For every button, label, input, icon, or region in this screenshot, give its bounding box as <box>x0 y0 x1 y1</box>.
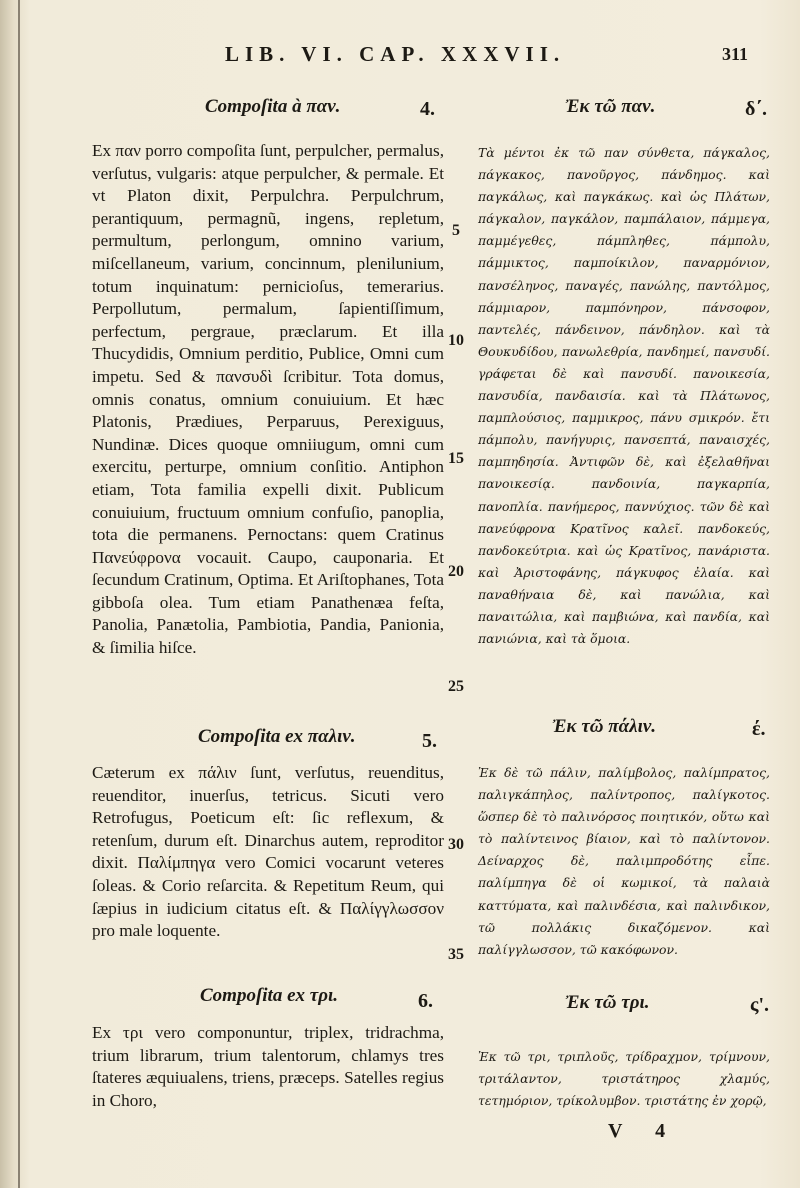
section-6-greek-text: Ἐκ τῶ τρι, τριπλοῦς, τρίδραχμον, τρίμνουν, τριτάλαντον, τριστάτηρος χλαμύς, τετημόριον, τρίκολυμβον. τριστάτης ἐν χορῷ, <box>478 1049 770 1109</box>
section-5-latin-number: 5. <box>422 730 437 752</box>
section-5-latin-heading: Compoſita ex παλιν. <box>198 726 356 747</box>
section-4-greek-number: δ΄. <box>745 98 768 120</box>
section-4-latin-number: 4. <box>420 98 435 120</box>
section-6-latin-heading: Compoſita ex τρι. <box>200 985 339 1006</box>
binding-edge <box>18 0 20 1188</box>
line-number-15: 15 <box>448 450 464 467</box>
section-5-greek-text: Ἐκ δὲ τῶ πάλιν, παλίμβολος, παλίμπρατος, παλιγκάπηλος, παλίντροπος, παλίγκοτος. ὥσπερ δὲ τὸ παλινόρσος ποιητικόν, οὕτω καὶ τὸ παλίντεινος βίαιον, καὶ τὸ παλίντονον. Δείναρχος δὲ, παλιμπροδότης εἶπε. παλίμπηγα δὲ οἱ κωμικοί, τὰ παλαιὰ καττύματα, καὶ παλινδέσια, καὶ παλινδικον, τῶ πολλάκις δικαζόμενον. καὶ παλίγγλωσσον, τῶ κακόφωνον. <box>478 765 770 957</box>
section-6-greek-heading: Ἐκ τῶ τρι. <box>565 992 650 1013</box>
signature-mark: V 4 <box>608 1120 680 1142</box>
section-5-greek-number: έ. <box>752 718 766 740</box>
page-number: 311 <box>722 44 749 64</box>
section-4-greek-text: Τὰ μέντοι ἐκ τῶ παν σύνθετα, πάγκαλος, πάγκακος, πανοῦργος, πάνδημος. καὶ παγκάλως, καὶ παγκάκως. καὶ ὡς Πλάτων, πάγκαλον, παγκάλον, παμπάλαιον, πάμμεγα, παμμέγεθες, πάμπληθες, πάμπολυ, πάμμικτος, παμποίκιλον, παναρμόνιον, πανσέληνος, παναγές, πανώλης, παντόλμος, πάμμιαρον, παμπόνηρον, πάνσοφον, παντελές, πάνδεινον, πάνδηλον. καὶ τὰ Θουκυδίδου, πανωλεθρία, πανδημεί, πανσυδί. γράφεται δὲ καὶ πανσυδί. πανοικεσία, πανσυδία, πανδαισία. καὶ τὰ Πλάτωνος, παμπλούσιος, παμμικρος, πάνυ σμικρόν. ἔτι πάμπολυ, πανήγυρις, πανσεπτά, παναισχές, παμπηδησία. Ἀντιφῶν δὲ, καὶ ἐξελαθῆναι πανοικεσίᾳ. πανδοινία, παγκαρπία, πανοπλία. πανήμερος, παννύχιος. τῶν δὲ καὶ πανεύφρονα Κρατῖνος καλεῖ. πανδοκεύς, πανδοκεύτρια. καὶ ὡς Κρατῖνος, πανάριστα. καὶ Ἀριστοφάνης, πάγκυφος ἐλαία. καὶ παναθήναια δὲ, καὶ πανώλια, καὶ παναιτώλια, καὶ παμβιώνα, καὶ πανδία, καὶ πανιώνια, καὶ τὰ ὅμοια. <box>478 145 770 647</box>
line-number-35: 35 <box>448 946 464 963</box>
running-head <box>0 38 800 68</box>
section-6-greek-number: ς'. <box>750 994 769 1016</box>
line-number-5: 5 <box>452 222 460 239</box>
line-number-20: 20 <box>448 563 464 580</box>
section-6-latin-number: 6. <box>418 990 433 1012</box>
section-5-latin-text: Cæterum ex πάλιν ſunt, verſutus, reuenditus, reuenditor, inuerſus, tetricus. Sicuti vero Retrofugus, Poeticum eſt: ſic reflexum, & retenſum, durum eſt. Dinarchus autem, reproditor dixit. Παλίμπηγα vero Comici vocarunt veteres ſoleas. & Corio reſarcita. & Repetitum Reum, qui ſæpius in iudicium citatus eſt. & Παλίγγλωσσον pro male loquente. <box>92 763 444 941</box>
section-5-greek-heading: Ἐκ τῶ πάλιν. <box>552 716 657 737</box>
section-4-latin-text: Ex παν porro compoſita ſunt, perpulcher, permalus, verſutus, vulgaris: atque perpulcher, & permale. Et vt Platon dixit, Perpulchra. Perpulchrum, perantiquum, permagnũ, ingens, repletum, permultum, perlongum, omnino varium, miſcellaneum, varium, concinnum, plenilunium, totum inquinatum: pernicioſus, temerarius. Perpollutum, permalum, ſapientiſſimum, perfectum, pergraue, præclarum. Et illa Thucydidis, Omnium perditio, Publice, Omni cum impetu. Sed & πανσυδὶ ſcribitur. Tota domus, omnis conatus, omnium conuiuium. Et hæc Platonis, Prædiues, Perparuus, Perexiguus, Nundinæ. Dices quoque omniiugum, omni cum exercitu, perturpe, omnium conſitio. Antiphon etiam, Tota familia expelli dixit. Publicum conuiuium, fructuum omnium confuſio, panoplia, tota die permanens. Pernoctans: quem Cratinus Πανεύφρονα vocauit. Caupo, cauponaria. Et ſecundum Cratinum, Optima. Et Ariſtophanes, Tota gibboſa olea. Tum etiam Panathenæa feſta, Panolia, Panætolia, Pambiotia, Pandia, Panionia, & ſimilia hiſce. <box>92 141 444 658</box>
section-4-latin-heading: Compoſita à παν. <box>205 96 341 117</box>
line-number-25: 25 <box>448 678 464 695</box>
section-6-latin-text: Ex τρι vero componuntur, triplex, tridrachma, trium librarum, trium talentorum, chlamys tres ſtateres æquiualens, triens, præceps. Satelles regius in Choro, <box>92 1023 444 1110</box>
running-head-title: LIB. VI. CAP. XXXVII. <box>225 42 566 66</box>
line-number-10: 10 <box>448 332 464 349</box>
line-number-30: 30 <box>448 836 464 853</box>
section-4-greek-heading: Ἐκ τῶ παν. <box>565 96 656 117</box>
